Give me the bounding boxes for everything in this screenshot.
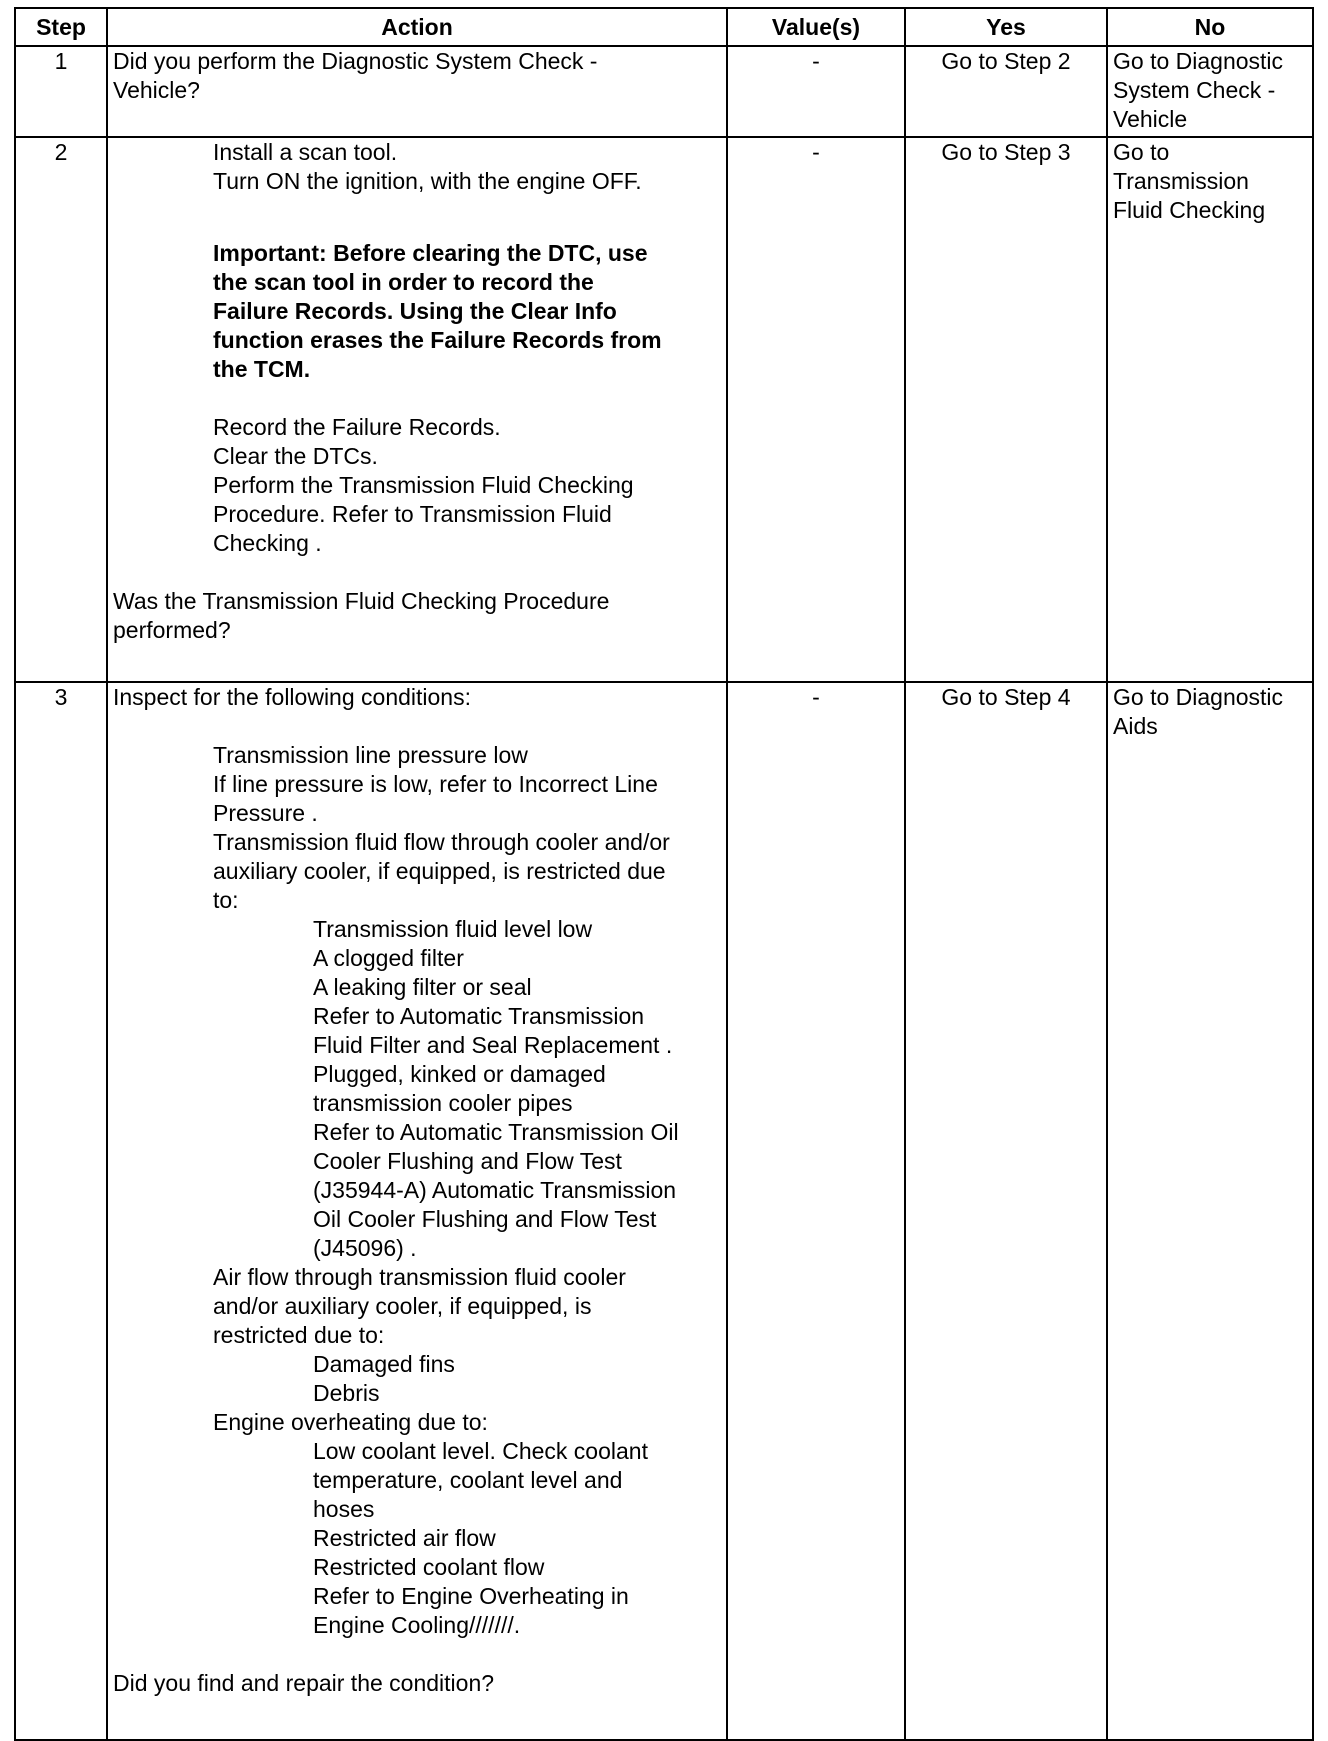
sub-condition-line: Restricted air flow	[313, 1525, 496, 1551]
instruction-line: Perform the Transmission Fluid Checking	[213, 472, 634, 498]
sub-condition-line: hoses	[313, 1496, 375, 1522]
header-values: Value(s)	[727, 8, 905, 46]
diagnostic-table	[14, 7, 1314, 1741]
sub-condition-line: Refer to Automatic Transmission	[313, 1003, 645, 1029]
sub-condition-line: (J35944-A) Automatic Transmission	[313, 1177, 677, 1203]
no-line: Go to Diagnostic	[1113, 48, 1284, 74]
yes-cell: Go to Step 3	[905, 137, 1107, 682]
sub-condition-line: Debris	[313, 1380, 380, 1406]
important-note-line: the TCM.	[213, 356, 311, 382]
condition-line: Transmission fluid flow through cooler and/or	[213, 829, 670, 855]
sub-condition-line: Restricted coolant flow	[313, 1554, 545, 1580]
no-line: Go to Diagnostic	[1113, 684, 1284, 710]
question-line: Did you find and repair the condition?	[113, 1670, 495, 1696]
question-line: Did you perform the Diagnostic System Check -	[113, 48, 598, 74]
no-line: System Check -	[1113, 77, 1276, 103]
sub-condition-line: Plugged, kinked or damaged	[313, 1061, 606, 1087]
condition-line: Pressure .	[213, 800, 318, 826]
sub-condition-line: Oil Cooler Flushing and Flow Test	[313, 1206, 657, 1232]
no-line: Go to	[1113, 139, 1170, 165]
header-step: Step	[15, 8, 107, 46]
sub-condition-line: (J45096) .	[313, 1235, 417, 1261]
step-number: 1	[15, 46, 107, 137]
condition-line: Transmission line pressure low	[213, 742, 528, 768]
sub-condition-line: transmission cooler pipes	[313, 1090, 573, 1116]
instruction-line: Install a scan tool.	[213, 139, 398, 165]
table-row-step-2	[15, 137, 1313, 682]
intro-line: Inspect for the following conditions:	[113, 684, 471, 710]
question-line: Was the Transmission Fluid Checking Procedure	[113, 588, 610, 614]
no-line: Vehicle	[1113, 106, 1188, 132]
no-line: Fluid Checking	[1113, 197, 1266, 223]
yes-cell: Go to Step 4	[905, 682, 1107, 1740]
condition-line: and/or auxiliary cooler, if equipped, is	[213, 1293, 592, 1319]
action-cell	[107, 137, 727, 682]
instruction-line: Checking .	[213, 530, 322, 556]
action-cell	[107, 46, 727, 137]
sub-condition-line: A leaking filter or seal	[313, 974, 532, 1000]
sub-condition-line: Refer to Engine Overheating in	[313, 1583, 629, 1609]
sub-condition-line: Cooler Flushing and Flow Test	[313, 1148, 622, 1174]
step-number: 2	[15, 137, 107, 682]
sub-condition-line: A clogged filter	[313, 945, 464, 971]
condition-line: restricted due to:	[213, 1322, 385, 1348]
yes-cell: Go to Step 2	[905, 46, 1107, 137]
instruction-line: Clear the DTCs.	[213, 443, 378, 469]
sub-condition-line: Damaged fins	[313, 1351, 455, 1377]
question-line: Vehicle?	[113, 77, 200, 103]
table-row-step-1	[15, 46, 1313, 137]
value-cell: -	[727, 137, 905, 682]
instruction-line: Record the Failure Records.	[213, 414, 501, 440]
instruction-line: Procedure. Refer to Transmission Fluid	[213, 501, 612, 527]
condition-line: Engine overheating due to:	[213, 1409, 488, 1435]
sub-condition-line: Low coolant level. Check coolant	[313, 1438, 648, 1464]
no-cell	[1107, 46, 1313, 137]
header-row	[15, 8, 1313, 46]
sub-condition-line: Fluid Filter and Seal Replacement .	[313, 1032, 673, 1058]
header-no: No	[1107, 8, 1313, 46]
action-cell	[107, 682, 727, 1740]
important-note-line: function erases the Failure Records from	[213, 327, 662, 353]
sub-condition-line: temperature, coolant level and	[313, 1467, 623, 1493]
no-cell	[1107, 137, 1313, 682]
header-action: Action	[107, 8, 727, 46]
step-number: 3	[15, 682, 107, 1740]
condition-line: auxiliary cooler, if equipped, is restricted due	[213, 858, 666, 884]
header-yes: Yes	[905, 8, 1107, 46]
table-row-step-3	[15, 682, 1313, 1740]
sub-condition-line: Engine Cooling///////.	[313, 1612, 521, 1638]
value-cell: -	[727, 46, 905, 137]
condition-line: If line pressure is low, refer to Incorrect Line	[213, 771, 658, 797]
important-note-line: the scan tool in order to record the	[213, 269, 594, 295]
important-note-line: Important: Before clearing the DTC, use	[213, 240, 648, 266]
instruction-line: Turn ON the ignition, with the engine OFF.	[213, 168, 642, 194]
no-cell	[1107, 682, 1313, 1740]
sub-condition-line: Transmission fluid level low	[313, 916, 593, 942]
no-line: Aids	[1113, 713, 1158, 739]
value-cell: -	[727, 682, 905, 1740]
condition-line: Air flow through transmission fluid cooler	[213, 1264, 626, 1290]
sub-condition-line: Refer to Automatic Transmission Oil	[313, 1119, 679, 1145]
important-note-line: Failure Records. Using the Clear Info	[213, 298, 617, 324]
no-line: Transmission	[1113, 168, 1249, 194]
question-line: performed?	[113, 617, 231, 643]
condition-line: to:	[213, 887, 239, 913]
